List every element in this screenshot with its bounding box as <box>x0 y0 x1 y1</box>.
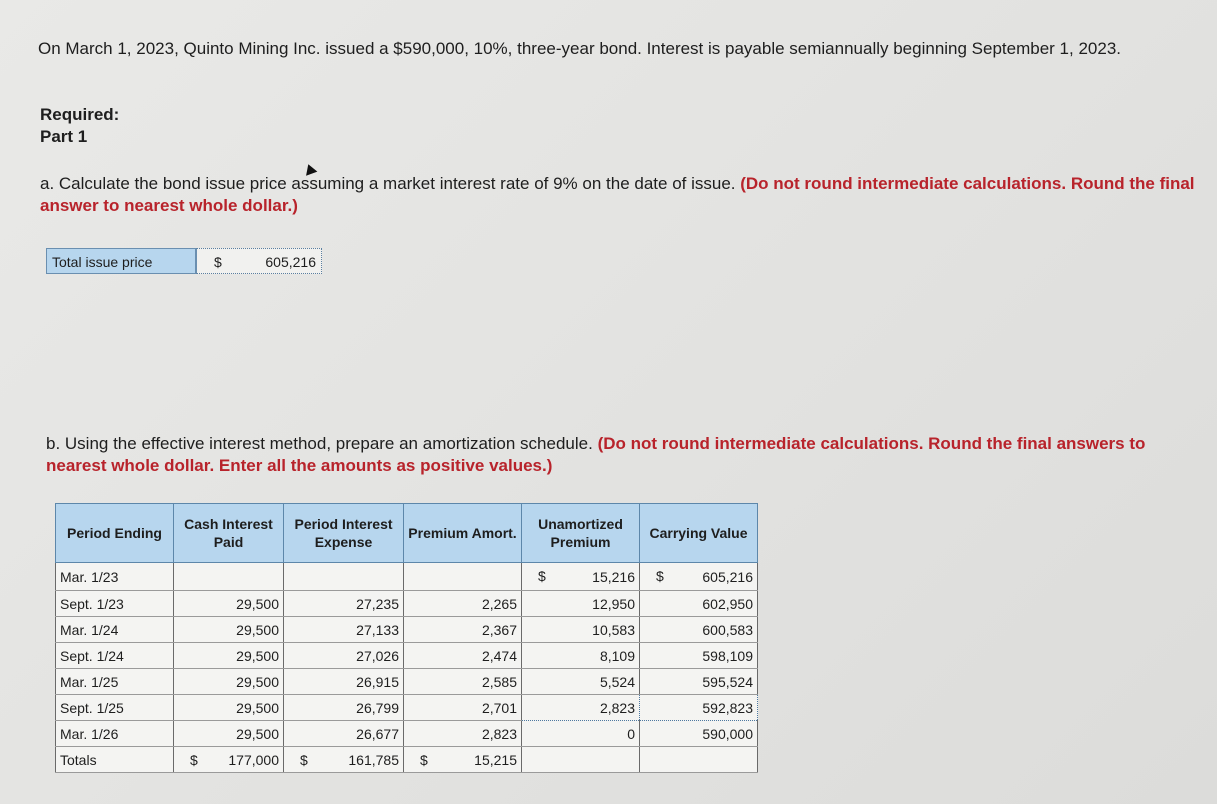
cash-input[interactable] <box>174 563 284 591</box>
header-period-ending: Period Ending <box>56 504 174 563</box>
period-cell: Mar. 1/25 <box>56 669 174 695</box>
carrying-input[interactable]: 598,109 <box>640 643 758 669</box>
totals-label: Totals <box>56 747 174 773</box>
premium-cell: 2,823 <box>404 721 522 747</box>
premium-input[interactable]: 2,474 <box>404 643 522 669</box>
table-row <box>56 643 758 669</box>
cash-input[interactable]: 29,500 <box>174 643 284 669</box>
carrying-input[interactable]: 600,583 <box>640 617 758 643</box>
question-b <box>46 433 1206 477</box>
total-expense: $ 161,785 <box>284 747 404 773</box>
cash-input[interactable]: 29,500 <box>174 591 284 617</box>
question-b-text: b. Using the effective interest method, prepare an amortization schedule. <box>46 434 598 453</box>
expense-input[interactable] <box>284 563 404 591</box>
currency-symbol: $ <box>190 752 198 768</box>
premium-input[interactable]: 2,367 <box>404 617 522 643</box>
premium-input[interactable]: 2,701 <box>404 695 522 721</box>
unamortized-cell: 0 <box>522 721 640 747</box>
period-cell: Mar. 1/23 <box>56 563 174 591</box>
period-cell: Mar. 1/24 <box>56 617 174 643</box>
question-b-instruction: (Do not round intermediate calculations. Round the final answers to nearest whole dollar. Enter all the amounts as positive values.) <box>46 434 1146 475</box>
period-cell: Mar. 1/26 <box>56 721 174 747</box>
carrying-cell: 590,000 <box>640 721 758 747</box>
required-heading <box>40 104 119 148</box>
total-issue-price-label: Total issue price <box>46 248 196 274</box>
header-cash-interest: Cash Interest Paid <box>174 504 284 563</box>
unamortized-input[interactable]: $ 15,216 <box>522 563 640 591</box>
expense-input[interactable]: 26,677 <box>284 721 404 747</box>
header-interest-expense: Period Interest Expense <box>284 504 404 563</box>
total-issue-price-value: 605,216 <box>265 254 316 270</box>
carrying-input[interactable]: $ 605,216 <box>640 563 758 591</box>
header-premium-amort: Premium Amort. <box>404 504 522 563</box>
required-label: Required: <box>40 105 120 124</box>
question-a <box>40 173 1200 217</box>
unamortized-input[interactable]: 12,950 <box>522 591 640 617</box>
part-label: Part 1 <box>40 127 88 146</box>
question-a-text: a. Calculate the bond issue price assuming a market interest rate of 9% on the date of issue. <box>40 174 741 193</box>
carrying-input[interactable]: 592,823 <box>640 695 758 721</box>
table-row <box>56 695 758 721</box>
premium-input[interactable]: 2,585 <box>404 669 522 695</box>
question-a-instruction: (Do not round intermediate calculations. Round the final answer to nearest whole dollar.) <box>40 174 1195 215</box>
currency-symbol: $ <box>420 752 428 768</box>
table-row <box>56 721 758 747</box>
period-cell: Sept. 1/25 <box>56 695 174 721</box>
total-premium: $ 15,215 <box>404 747 522 773</box>
carrying-input[interactable]: 602,950 <box>640 591 758 617</box>
premium-cell <box>404 563 522 591</box>
schedule-header-row <box>56 504 758 563</box>
period-cell: Sept. 1/23 <box>56 591 174 617</box>
expense-input[interactable]: 27,235 <box>284 591 404 617</box>
expense-input[interactable]: 26,799 <box>284 695 404 721</box>
unamortized-input[interactable]: 5,524 <box>522 669 640 695</box>
unamortized-input[interactable]: 8,109 <box>522 643 640 669</box>
cash-input[interactable]: 29,500 <box>174 669 284 695</box>
expense-input[interactable]: 26,915 <box>284 669 404 695</box>
table-row <box>56 591 758 617</box>
table-row <box>56 617 758 643</box>
period-cell: Sept. 1/24 <box>56 643 174 669</box>
header-unamortized-premium: Unamortized Premium <box>522 504 640 563</box>
currency-symbol: $ <box>656 568 664 584</box>
premium-input[interactable]: 2,265 <box>404 591 522 617</box>
total-issue-price-input[interactable] <box>196 248 322 274</box>
empty-cell <box>640 747 758 773</box>
unamortized-input[interactable]: 10,583 <box>522 617 640 643</box>
expense-input[interactable]: 27,026 <box>284 643 404 669</box>
cash-input[interactable]: 29,500 <box>174 617 284 643</box>
cash-input[interactable]: 29,500 <box>174 695 284 721</box>
table-row <box>56 563 758 591</box>
unamortized-input[interactable]: 2,823 <box>522 695 640 721</box>
empty-cell <box>522 747 640 773</box>
table-row <box>56 669 758 695</box>
totals-row <box>56 747 758 773</box>
carrying-input[interactable]: 595,524 <box>640 669 758 695</box>
header-carrying-value: Carrying Value <box>640 504 758 563</box>
cash-input[interactable]: 29,500 <box>174 721 284 747</box>
total-cash: $ 177,000 <box>174 747 284 773</box>
expense-input[interactable]: 27,133 <box>284 617 404 643</box>
currency-symbol: $ <box>538 568 546 584</box>
currency-symbol: $ <box>300 752 308 768</box>
problem-intro: On March 1, 2023, Quinto Mining Inc. issued a $590,000, 10%, three-year bond. Interest is payable semiannually beginning September 1, 2023. <box>38 39 1122 58</box>
amortization-schedule <box>55 503 758 773</box>
currency-symbol: $ <box>214 254 222 270</box>
